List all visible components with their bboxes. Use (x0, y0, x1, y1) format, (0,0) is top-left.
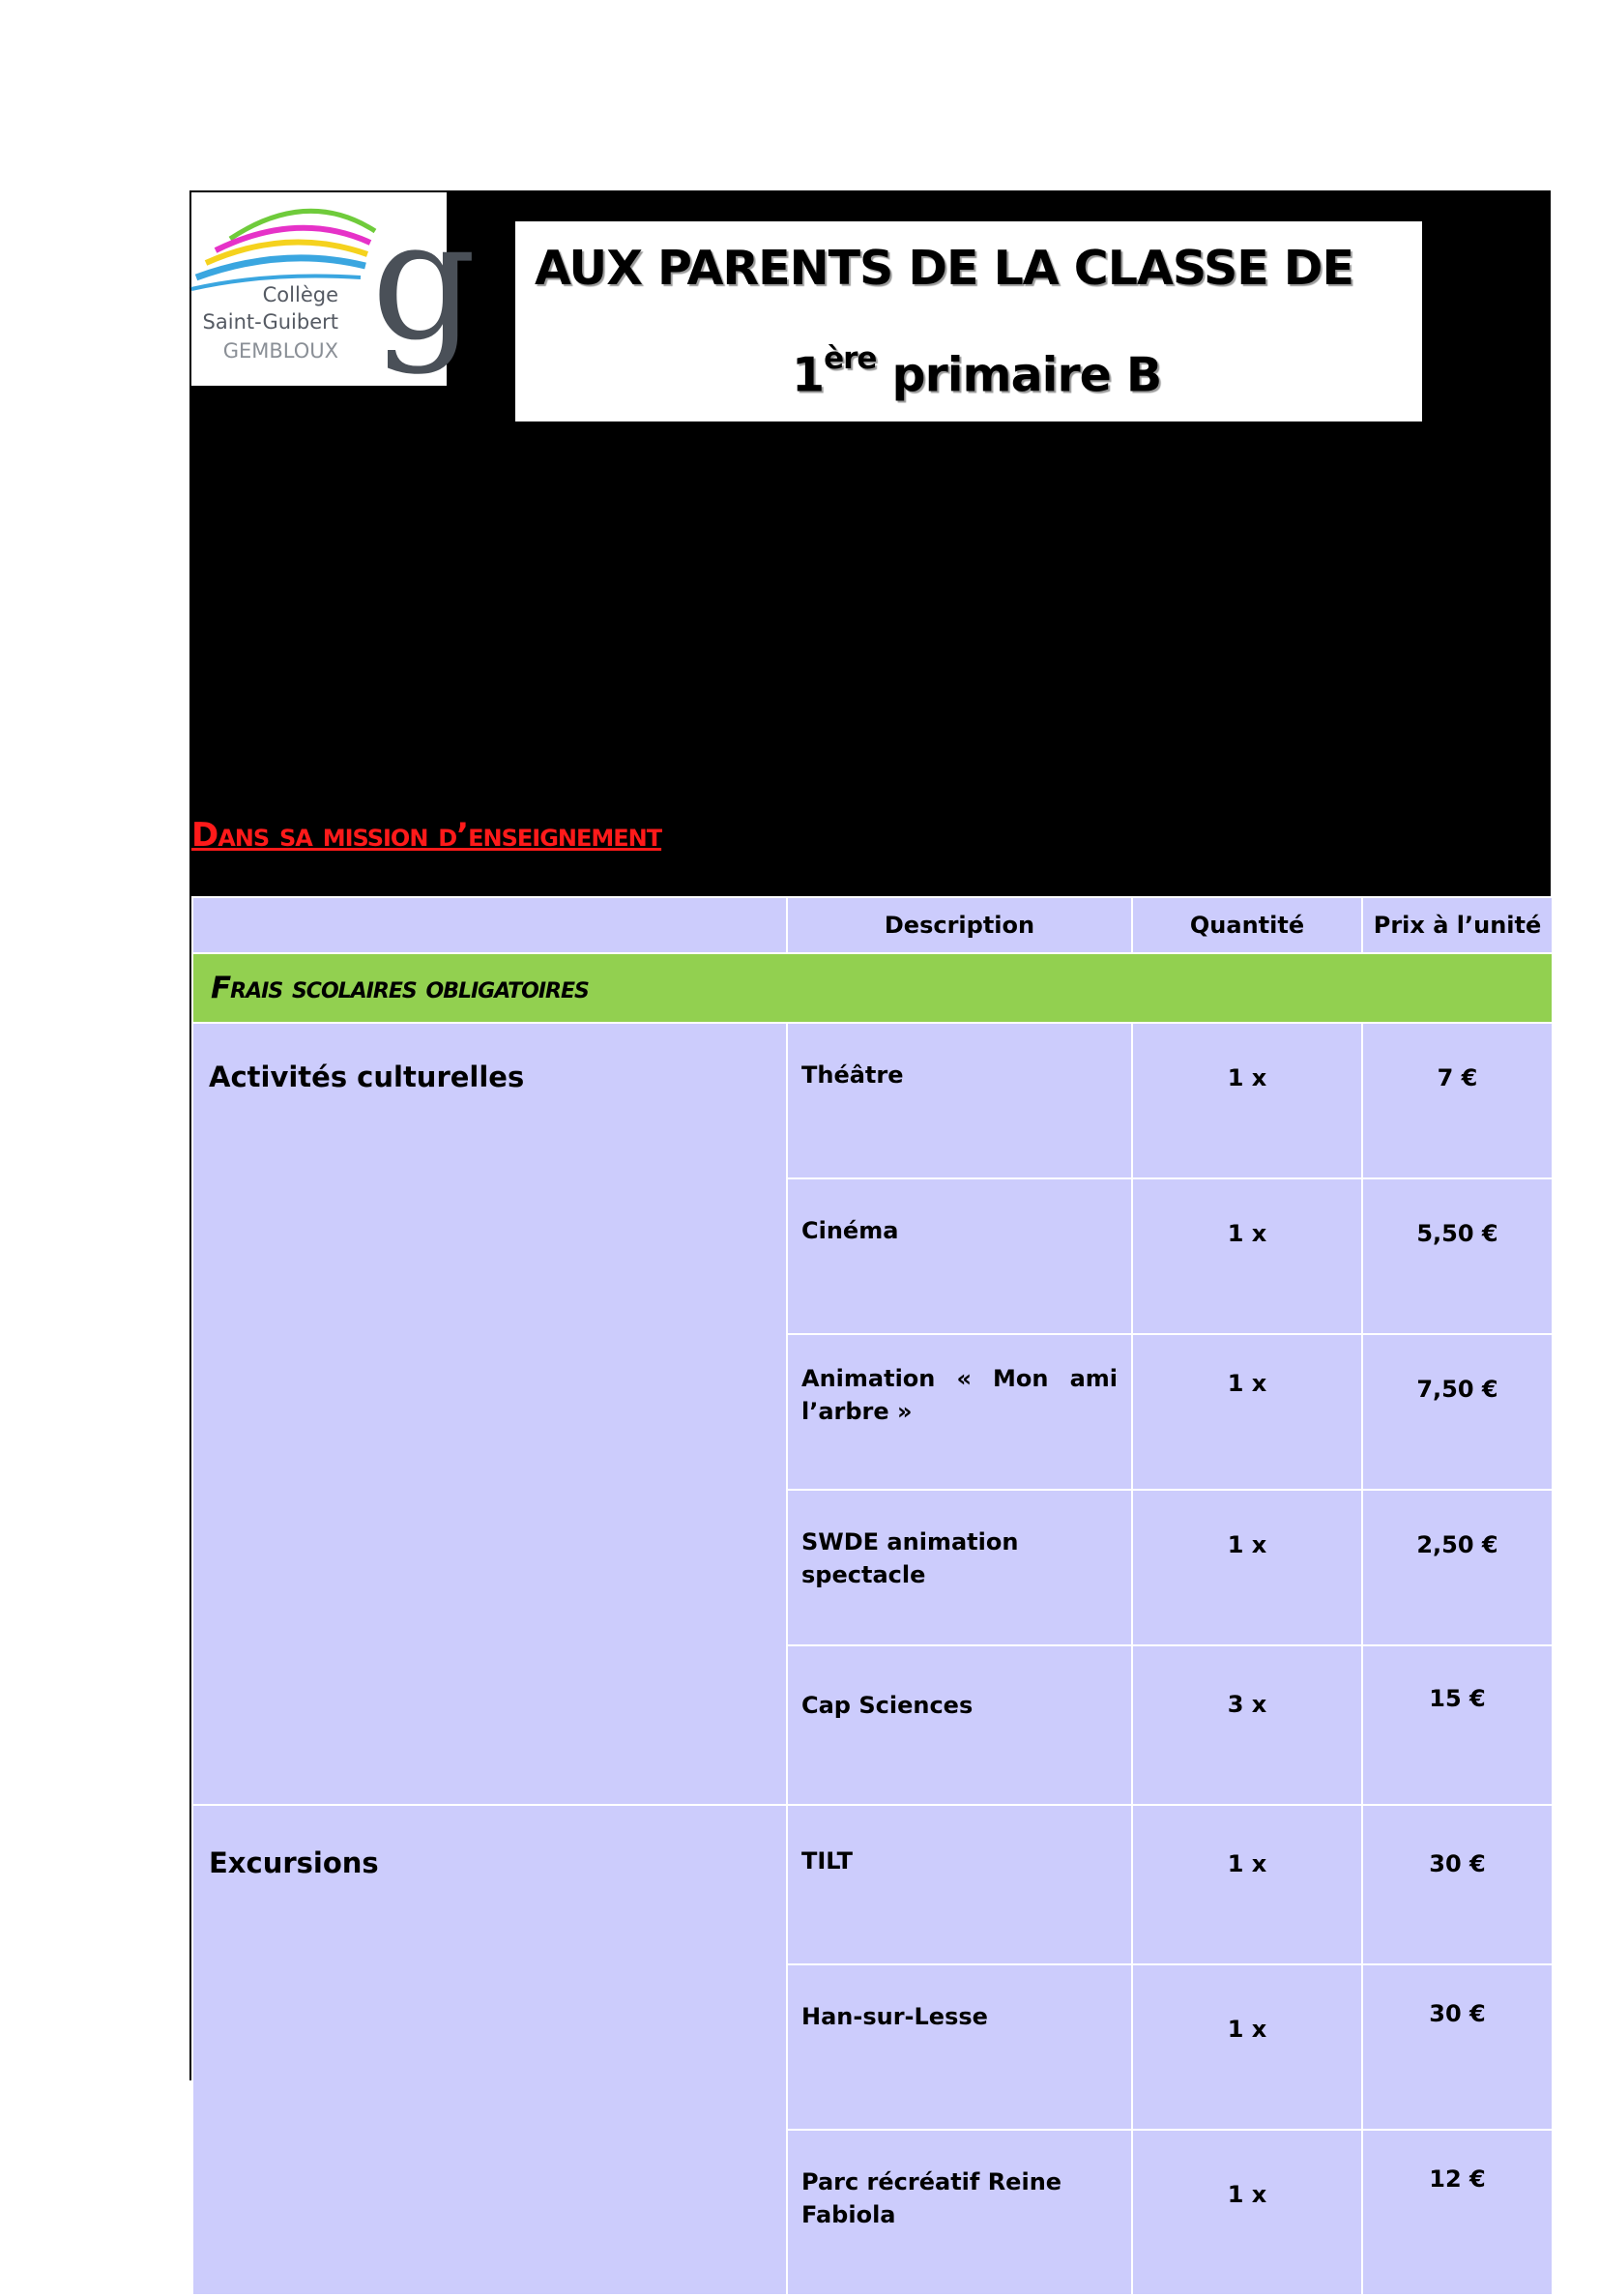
quantity-cell: 1 x (1132, 1334, 1362, 1490)
quantity-cell: 1 x (1132, 1490, 1362, 1645)
quantity-cell: 1 x (1132, 1964, 1362, 2130)
price-cell: 2,50 € (1362, 1490, 1553, 1645)
quantity-cell: 3 x (1132, 1645, 1362, 1805)
table-row (192, 1023, 1553, 1178)
section-title: Frais scolaires obligatoires (192, 953, 1553, 1023)
quantity-cell: 1 x (1132, 2130, 1362, 2295)
header-empty-cell (192, 897, 787, 953)
logo-line-college: Collège (262, 283, 338, 306)
description-cell: TILT (787, 1805, 1132, 1964)
logo-line-saint-guibert: Saint-Guibert (202, 310, 338, 334)
description-cell: Cap Sciences (787, 1645, 1132, 1805)
quantity-cell: 1 x (1132, 1805, 1362, 1964)
header-quantity: Quantité (1132, 897, 1362, 953)
description-cell: Théâtre (787, 1023, 1132, 1178)
ordinal-suffix: ère (824, 341, 877, 376)
price-cell: 12 € (1362, 2130, 1553, 2295)
title-line-1: AUX PARENTS DE LA CLASSE DE (535, 241, 1353, 296)
class-number: 1 (792, 347, 825, 403)
quantity-cell: 1 x (1132, 1023, 1362, 1178)
description-cell: Animation « Mon ami l’arbre » (787, 1334, 1132, 1490)
description-cell: Han-sur-Lesse (787, 1964, 1132, 2130)
mission-heading: Dans sa mission d’enseignement (191, 816, 662, 855)
title-line-2 (792, 341, 1162, 403)
category-cell: Excursions (192, 1805, 787, 2295)
table-header-row (192, 897, 1553, 953)
school-logo (191, 186, 477, 386)
price-cell: 30 € (1362, 1964, 1553, 2130)
price-cell: 30 € (1362, 1805, 1553, 1964)
header-description: Description (787, 897, 1132, 953)
price-cell: 7 € (1362, 1023, 1553, 1178)
logo-letter: g (371, 186, 477, 377)
category-cell: Activités culturelles (192, 1023, 787, 1805)
price-cell: 15 € (1362, 1645, 1553, 1805)
quantity-cell: 1 x (1132, 1178, 1362, 1334)
price-cell: 5,50 € (1362, 1178, 1553, 1334)
class-name: primaire B (876, 347, 1162, 403)
header-unit-price: Prix à l’unité (1362, 897, 1553, 953)
logo-line-gembloux: GEMBLOUX (222, 339, 338, 363)
title-box (515, 221, 1422, 421)
description-cell: Parc récréatif Reine Fabiola (787, 2130, 1132, 2295)
description-cell: Cinéma (787, 1178, 1132, 1334)
price-cell: 7,50 € (1362, 1334, 1553, 1490)
description-cell: SWDE animation spectacle (787, 1490, 1132, 1645)
fees-table (191, 896, 1552, 2296)
section-row (192, 953, 1553, 1023)
table-row (192, 1805, 1553, 1964)
